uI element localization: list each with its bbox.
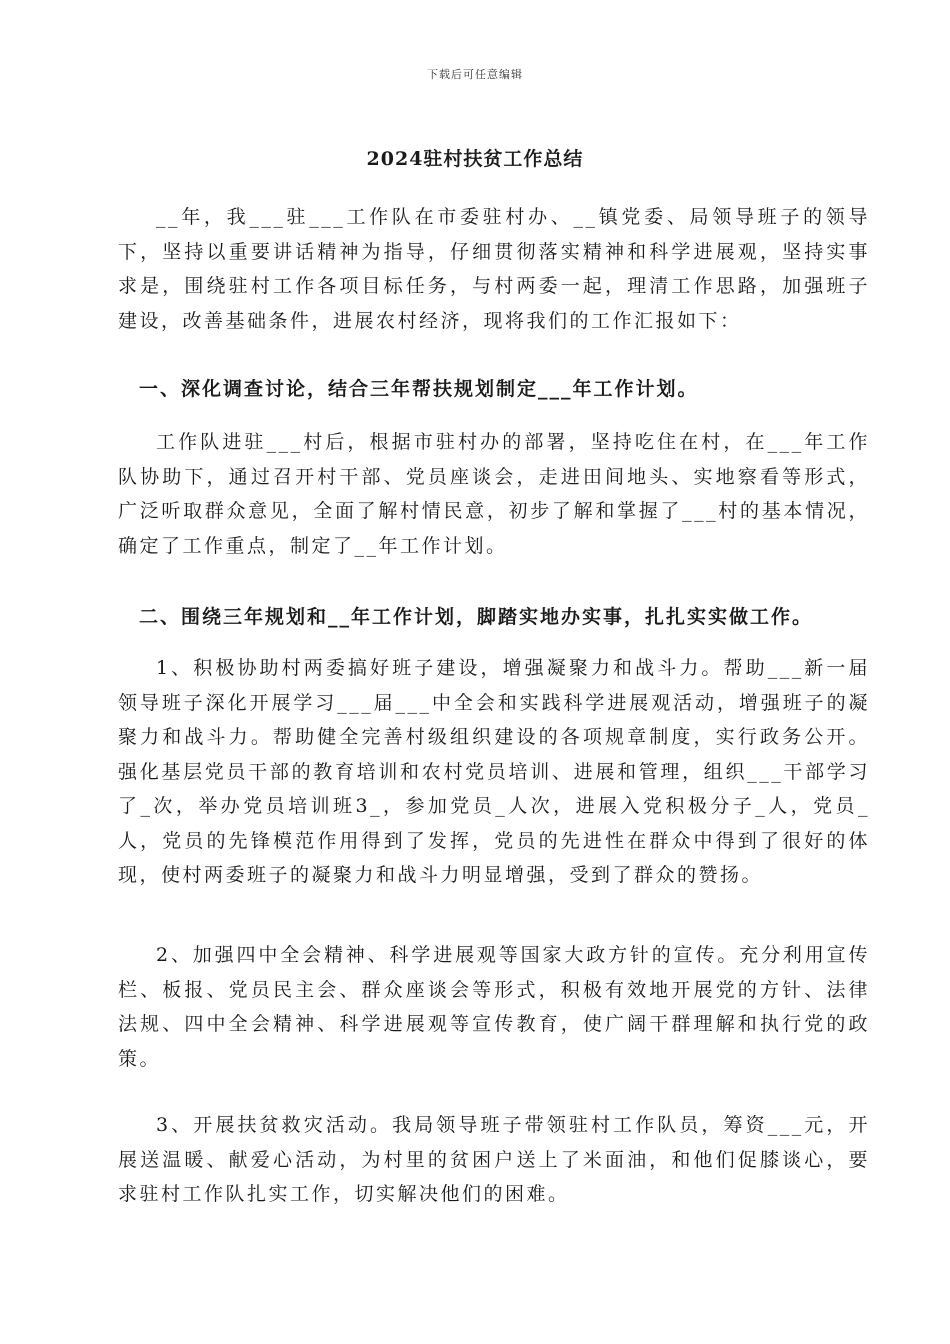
item-2-paragraph: 2、加强四中全会精神、科学进展观等国家大政方针的宣传。充分利用宣传栏、板报、党员民主会、群众座谈会等形式，积极有效地开展党的方针、法律法规、四中全会精神、科学进展观等宣传教育，使广阔干群理解和执行党的政策。 [118, 944, 870, 1070]
header-note: 下载后可任意编辑 [427, 68, 523, 81]
intro-paragraph: __年，我___驻___工作队在市委驻村办、__镇党委、局领导班子的领导下，坚持以重要讲话精神为指导，仔细贯彻落实精神和科学进展观，坚持实事求是，围绕驻村工作各项目标任务，与村两委一起，理清工作思路，加强班子建设，改善基础条件，进展农村经济，现将我们的工作汇报如下： [118, 206, 870, 332]
item-1-paragraph: 1、积极协助村两委搞好班子建设，增强凝聚力和战斗力。帮助___新一届领导班子深化开展学习___届___中全会和实践科学进展观活动，增强班子的凝聚力和战斗力。帮助健全完善村级组织建设的各项规章制度，实行政务公开。强化基层党员干部的教育培训和农村党员培训、进展和管理，组织___干部学习了_次，举办党员培训班3_，参加党员_人次，进展入党积极分子_人，党员_人，党员的先锋模范作用得到了发挥，党员的先进性在群众中得到了很好的体现，使村两委班子的凝聚力和战斗力明显增强，受到了群众的赞扬。 [118, 657, 870, 886]
section-heading-2: 二、围绕三年规划和__年工作计划，脚踏实地办实事，扎扎实实做工作。 [139, 606, 814, 628]
section-heading-1: 一、深化调查讨论，结合三年帮扶规划制定___年工作计划。 [139, 378, 699, 400]
item-3-paragraph: 3、开展扶贫救灾活动。我局领导班子带领驻村工作队员，筹资___元，开展送温暖、献爱心活动，为村里的贫困户送上了米面油，和他们促膝谈心，要求驻村工作队扎实工作，切实解决他们的困难。 [118, 1114, 870, 1205]
document-title: 2024驻村扶贫工作总结 [366, 148, 584, 170]
section-1-paragraph: 工作队进驻___村后，根据市驻村办的部署，坚持吃住在村，在___年工作队协助下，通过召开村干部、党员座谈会，走进田间地头、实地察看等形式，广泛听取群众意见，全面了解村情民意，初步了解和掌握了___村的基本情况，确定了工作重点，制定了__年工作计划。 [118, 431, 870, 557]
